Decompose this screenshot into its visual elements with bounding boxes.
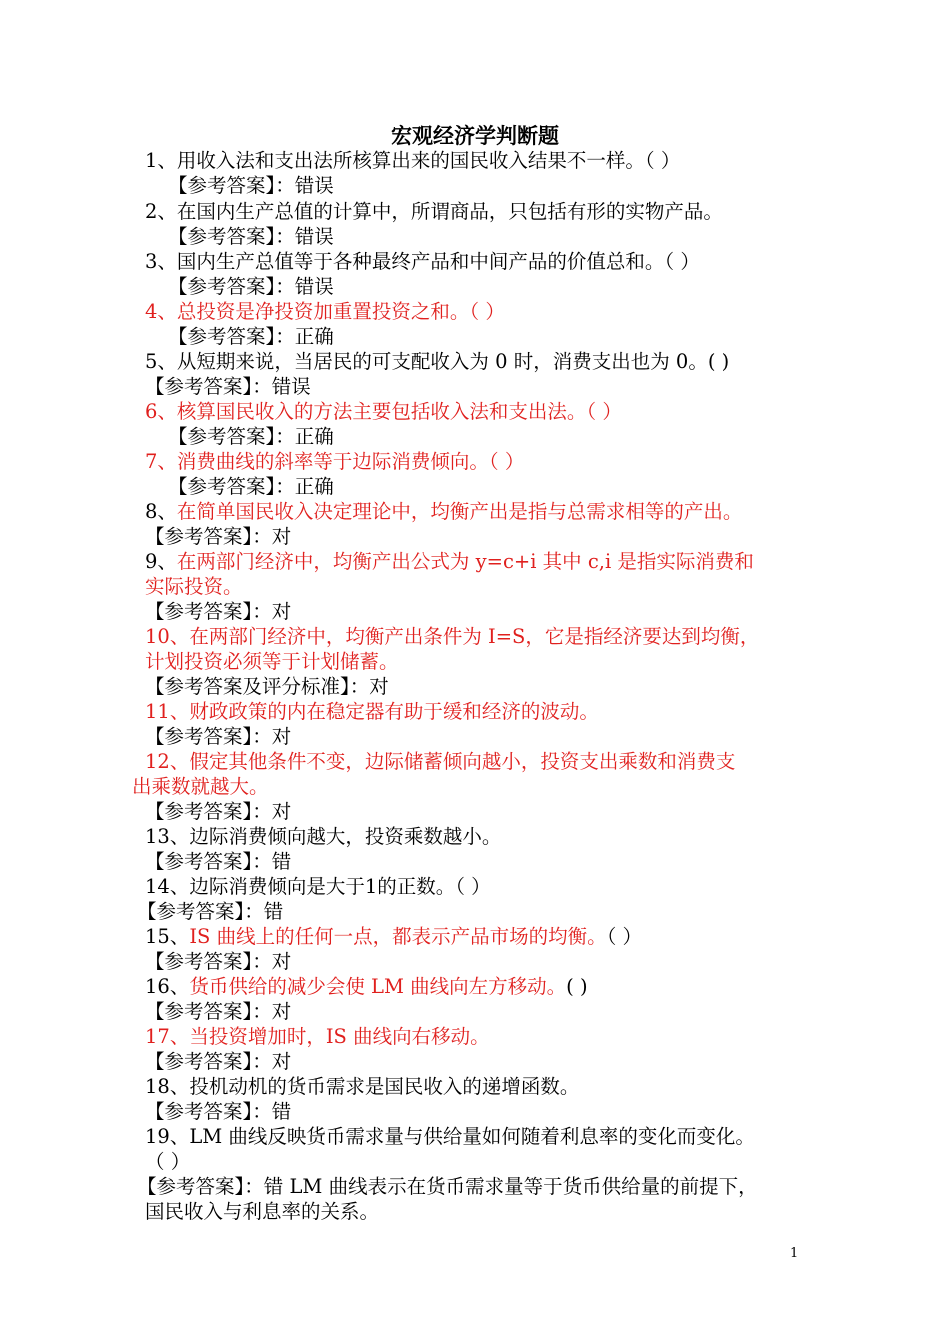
answer-6: 【参考答案】：正确	[168, 425, 334, 448]
question-10-cont: 计划投资必须等于计划储蓄。	[145, 650, 399, 673]
question-15-blank: （ ）	[606, 925, 643, 948]
question-10: 10、在两部门经济中，均衡产出条件为 I=S，它是指经济要达到均衡，	[145, 625, 760, 648]
question-8-text: 在简单国民收入决定理论中，均衡产出是指与总需求相等的产出。	[176, 500, 743, 523]
answer-13: 【参考答案】：错	[145, 850, 292, 873]
answer-7: 【参考答案】：正确	[168, 475, 334, 498]
question-8	[145, 499, 742, 524]
question-9	[145, 549, 754, 574]
question-16-number: 16、	[145, 975, 190, 998]
answer-2: 【参考答案】：错误	[168, 225, 334, 248]
question-3: 3、国内生产总值等于各种最终产品和中间产品的价值总和。（ ）	[145, 250, 700, 273]
answer-12: 【参考答案】：对	[145, 800, 292, 823]
question-15	[145, 924, 642, 949]
question-18: 18、投机动机的货币需求是国民收入的递增函数。	[145, 1075, 580, 1098]
question-13: 13、边际消费倾向越大，投资乘数越小。	[145, 825, 502, 848]
answer-8: 【参考答案】：对	[145, 525, 292, 548]
question-14: 14、边际消费倾向是大于1的正数。（ ）	[145, 875, 491, 898]
question-2: 2、在国内生产总值的计算中，所谓商品，只包括有形的实物产品。	[145, 200, 723, 223]
question-9-number: 9、	[145, 550, 177, 573]
answer-5: 【参考答案】：错误	[145, 375, 311, 398]
page-number: 1	[790, 1246, 799, 1261]
answer-15: 【参考答案】：对	[145, 950, 292, 973]
answer-11: 【参考答案】：对	[145, 725, 292, 748]
question-7: 7、消费曲线的斜率等于边际消费倾向。（ ）	[145, 450, 525, 473]
question-5: 5、从短期来说，当居民的可支配收入为 0 时，消费支出也为 0。( )	[145, 350, 730, 373]
answer-9: 【参考答案】：对	[145, 600, 292, 623]
question-4: 4、总投资是净投资加重置投资之和。（ ）	[145, 300, 505, 323]
question-6: 6、核算国民收入的方法主要包括收入法和支出法。（ ）	[145, 400, 622, 423]
question-9-text: 在两部门经济中，均衡产出公式为 y=c+i 其中 c,i 是指实际消费和	[176, 550, 754, 573]
question-16-blank: ( )	[566, 975, 588, 998]
question-12: 12、假定其他条件不变，边际储蓄倾向越小，投资支出乘数和消费支	[145, 750, 736, 773]
answer-4: 【参考答案】：正确	[168, 325, 334, 348]
answer-18: 【参考答案】：错	[145, 1100, 292, 1123]
answer-3: 【参考答案】：错误	[168, 275, 334, 298]
answer-10: 【参考答案及评分标准】：对	[145, 675, 389, 698]
question-9-cont: 实际投资。	[145, 575, 243, 598]
question-17: 17、当投资增加时，IS 曲线向右移动。	[145, 1025, 490, 1048]
question-16	[145, 974, 588, 999]
question-15-text: IS 曲线上的任何一点，都表示产品市场的均衡。	[189, 925, 607, 948]
question-19: 19、LM 曲线反映货币需求量与供给量如何随着利息率的变化而变化。	[145, 1125, 755, 1148]
question-15-number: 15、	[145, 925, 190, 948]
answer-19-cont: 国民收入与利息率的关系。	[145, 1200, 380, 1223]
answer-17: 【参考答案】：对	[145, 1050, 292, 1073]
page-title: 宏观经济学判断题	[391, 123, 559, 148]
question-1: 1、用收入法和支出法所核算出来的国民收入结果不一样。（ ）	[145, 149, 681, 172]
answer-1: 【参考答案】：错误	[168, 174, 334, 197]
question-11: 11、财政政策的内在稳定器有助于缓和经济的波动。	[145, 700, 599, 723]
answer-16: 【参考答案】：对	[145, 1000, 292, 1023]
answer-14: 【参考答案】：错	[137, 900, 284, 923]
question-12-cont: 出乘数就越大。	[132, 775, 269, 798]
question-19-blank: （ ）	[145, 1150, 191, 1173]
question-8-number: 8、	[145, 500, 177, 523]
answer-19: 【参考答案】：错 LM 曲线表示在货币需求量等于货币供给量的前提下，	[137, 1175, 758, 1198]
question-16-text: 货币供给的减少会使 LM 曲线向左方移动。	[189, 975, 567, 998]
